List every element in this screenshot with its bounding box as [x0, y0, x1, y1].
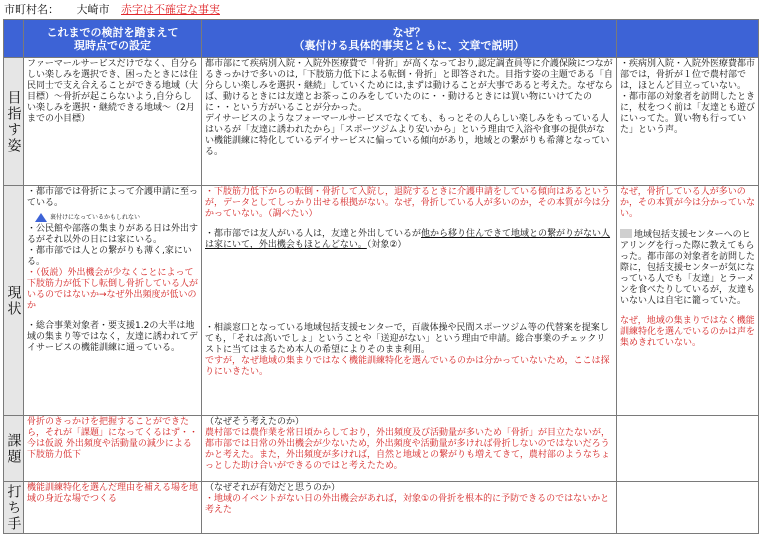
- genjo-notes: [617, 186, 759, 416]
- kadai-why-body: 農村部では農作業を常日頃からしており，外出頻度及び活動量が多いため「骨折」が目立たないが，都市部では日常の外出機会が少ないため，外出頻度や活動量が多ければ骨折しないのではないだろうかと考えた。また，外出頻度が多ければ，自然と地域との繋がりも増えてきて，農村部のようなちょっとした助け合いができるのではと考えたため。: [205, 428, 611, 471]
- column-header-setting-line2: 現時点での設定: [74, 38, 151, 52]
- kadai-why-head: （なぜそう考えたのか）: [205, 417, 305, 427]
- kadai-why: [202, 416, 617, 482]
- row-genjo: [4, 186, 759, 416]
- row-label-uchite: [4, 482, 24, 534]
- genjo-why-b: [205, 229, 613, 251]
- analysis-table: [3, 19, 759, 534]
- up-arrow-icon: [35, 213, 47, 222]
- red-text-legend: 赤字は不確定な事実: [121, 3, 220, 16]
- mezasu-setting-text: ファーマールサービスだけでなく、自分らしい楽しみを選択でき、困ったときには住民同士で支え合えることができる地域（大目標）〜骨折が起こらないよう,自分らしい楽しみを選択・継続できる地域〜（2月までの小目標）: [27, 59, 199, 124]
- mezasu-why: [202, 58, 617, 186]
- row-label-kadai-text: 課題: [5, 432, 22, 465]
- mezasu-note-a: ・疾病別入院・入院外医療費都市部では，骨折が１位で農村部では，ほとんど目立っていない。: [620, 59, 756, 91]
- genjo-setting-d: ・（仮説）外出機会が少なくことによって下肢筋力が低下し転倒し骨折している人がいるのではないか→なぜ外出頻度が低いのか: [27, 268, 199, 311]
- column-header-setting: [24, 20, 202, 58]
- row-label-genjo: [4, 186, 24, 416]
- row-uchite: [4, 482, 759, 534]
- uchite-why: [202, 482, 617, 534]
- evidence-arrow: [35, 213, 198, 222]
- genjo-why-b-part3: （対象②）: [366, 240, 407, 250]
- column-header-setting-line1: これまでの検討を踏まえて: [46, 25, 179, 39]
- genjo-why-b-part2: 他から移り住んできて地域との繋がりがない人は家にいて，外出機会もほとんどない。: [205, 229, 611, 250]
- column-header-why-line1: なぜ？: [392, 25, 426, 39]
- corner-cell: [4, 20, 24, 58]
- mezasu-notes: [617, 58, 759, 186]
- redacted-block: [620, 229, 632, 238]
- mezasu-note-b: ・都市部の対象者を訪問したときに，杖をつく前は「友達とも遊びにいってた。買い物も行っていた」という声。: [620, 92, 756, 135]
- genjo-note-c: なぜ，地域の集まりではなく機能訓練特化を選んでいるのかは声を集めきれていない。: [620, 316, 756, 348]
- row-label-mezasu-text: 目指す姿: [5, 89, 22, 154]
- uchite-setting-text: 機能訓練特化を選んだ理由を補える場を地域の身近な場でつくる: [27, 483, 199, 504]
- genjo-note-a: なぜ，骨折している人が多いのか，その本質が今は分かっていない。: [620, 187, 756, 219]
- column-header-why: [202, 20, 617, 58]
- mezasu-why-p2: デイサービスのようなフォーマールサービスでなくても、もっとその人らしい楽しみをもっている人はいるが「友達に誘われたから」「スポーツジムより安いから」という理由で入浴や食事の提供がない機能訓練に特化しているデイサービスに偏っている傾向があり，地域との繋がりも希薄となっている。: [205, 114, 610, 157]
- uchite-why-body: ・地域のイベントがない日の外出機会があれば，対象①の骨折を根本的に予防できるのではないかと考えた: [205, 494, 610, 515]
- row-mezasu: [4, 58, 759, 186]
- genjo-why-c: ・相談窓口となっている地域包括支援センターで，百歳体操や民間スポーツジム等の代替案を提案しても，「それは高いでしょ」ということや「送迎がない」という理由で申請。総合事業のチェックリストに当てはまるため本人の希望によりそのまま利用。: [205, 323, 609, 355]
- genjo-why-b-part1: ・都市部では友人がいる人は，友達と外出しているが: [205, 229, 422, 239]
- column-header-notes: [617, 20, 759, 58]
- row-label-kadai: [4, 416, 24, 482]
- kadai-setting-text: 骨折のきっかけを把握することができたら，それが「課題」になってくるはず・・今は仮説 外出頻度や活動量の減少による下肢筋力低下: [27, 417, 199, 460]
- municipality-name: 大崎市: [76, 3, 110, 16]
- evidence-arrow-caption: 裏付けになっているかもしれない: [50, 213, 141, 221]
- genjo-setting-a: ・都市部では骨折によって介護申請に至っている。: [27, 187, 199, 208]
- column-header-why-line2: （裏付ける具体的事実とともに、文章で説明）: [293, 38, 525, 52]
- header-line: [4, 3, 220, 19]
- row-label-uchite-text: 打ち手: [5, 483, 22, 532]
- row-kadai: [4, 416, 759, 482]
- row-label-genjo-text: 現状: [5, 284, 22, 317]
- genjo-setting-e: ・総合事業対象者・要支援1.2の大半は地域の集まり等ではなく，友達に誘われてデイサービスの機能訓練に通っている。: [27, 321, 198, 353]
- genjo-note-b: [620, 229, 755, 307]
- kadai-setting: [24, 416, 202, 482]
- genjo-why: [202, 186, 617, 416]
- uchite-setting: [24, 482, 202, 534]
- genjo-why-c-red: ですが，なぜ地域の集まりではなく機能訓練特化を選んでいるのかは分かっていないため，ここは探りにいきたい。: [205, 356, 610, 377]
- mezasu-why-p1: 都市部にて疾病別入院・入院外医療費で「骨折」が高くなっており,認定調査員等に介護保険につながるきっかけで多いのは,「下肢筋力低下による転倒・骨折」と即答された。目指す姿の主題である「自分らしい楽しみを選択・継続」していくためには,まずは動けることが大事であると考えた。なぜならば、動けるときには友達とお茶っこのみをしていたのに・・動けるときには買い物にいけてたのに・・という方がいることが分かった。: [205, 59, 613, 113]
- kadai-notes: [617, 416, 759, 482]
- row-label-mezasu: [4, 58, 24, 186]
- genjo-note-b-text: 地域包括支援センターへのヒアリングを行った際に教えてもらった。都市部の対象者を訪問した際に，包括支援センターが気になっている人でも「友達」とラーメンを食べたりしているが，友達もいない人は自宅に籠っていた。: [620, 230, 756, 306]
- genjo-why-a: ・下肢筋力低下からの転倒・骨折して入院し，退院するときに介護申請をしている傾向はあるというが，データとしてしっかり出せる根拠がない。なぜ，骨折している人が多いのか，その本質が今は分かっていない。（調べたい）: [205, 187, 611, 219]
- municipality-label: 市町村名：: [4, 3, 59, 16]
- mezasu-setting: [24, 58, 202, 186]
- genjo-setting-b: ・公民館や部落の集まりがある日は外出するがそれ以外の日には家にいる。: [27, 224, 199, 245]
- genjo-setting-c: ・都市部では人との繋がりも薄く,家にいる。: [27, 246, 192, 267]
- uchite-notes: [617, 482, 759, 534]
- genjo-setting: [24, 186, 202, 416]
- uchite-why-head: （なぜそれが有効だと思うのか）: [205, 483, 341, 493]
